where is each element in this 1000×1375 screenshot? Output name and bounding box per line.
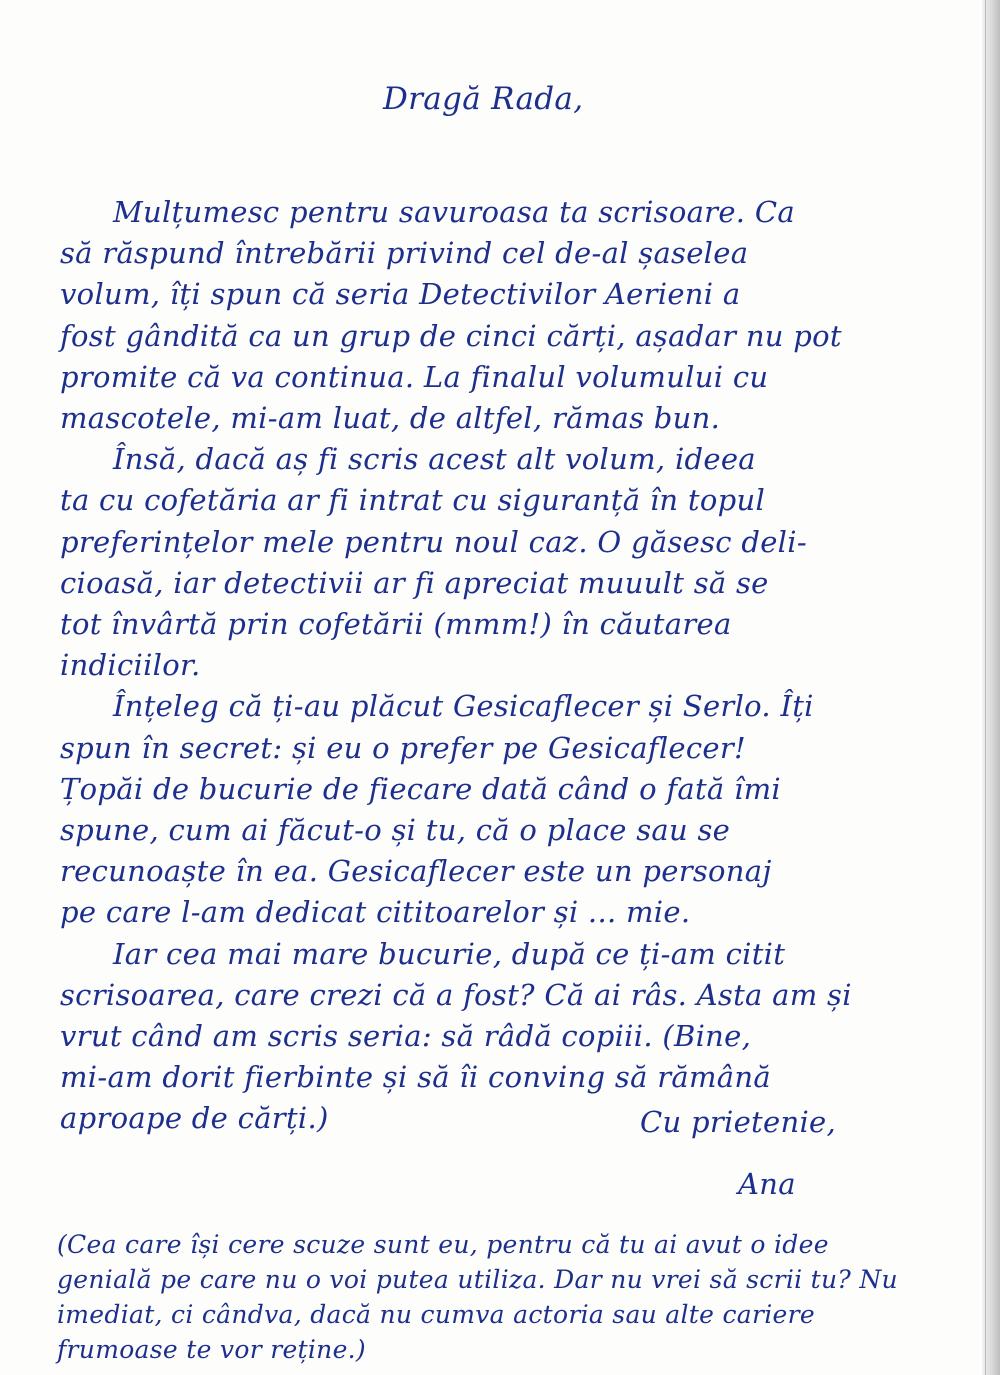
- postscript-line: (Cea care își cere scuze sunt eu, pentru că tu ai avut o idee: [57, 1230, 829, 1259]
- letter-line: recunoaște în ea. Gesicaflecer este un personaj: [60, 854, 772, 888]
- letter-line: vrut când am scris seria: să râdă copiii. (Bine,: [60, 1019, 752, 1053]
- page-edge-line: [985, 0, 986, 1375]
- letter-line: spune, cum ai făcut-o și tu, că o place sau se: [60, 813, 731, 847]
- letter-line: mascotele, mi-am luat, de altfel, rămas bun.: [60, 401, 721, 435]
- letter-signature: Ana: [738, 1167, 796, 1201]
- letter-line: spun în secret: și eu o prefer pe Gesicaflecer!: [60, 731, 746, 765]
- letter-line: Iar cea mai mare bucurie, după ce ți-am citit: [113, 937, 786, 971]
- letter-line: scrisoarea, care crezi că a fost? Că ai râs. Asta am și: [60, 978, 852, 1012]
- letter-line: indiciilor.: [60, 648, 201, 682]
- letter-line: Țopăi de bucurie de fiecare dată când o fată îmi: [60, 772, 781, 806]
- letter-line: pe care l-am dedicat cititoarelor și ... mie.: [60, 895, 691, 929]
- letter-line: Înțeleg că ți-au plăcut Gesicaflecer și Serlo. Îți: [113, 689, 814, 723]
- letter-line: promite că va continua. La finalul volumului cu: [60, 360, 769, 394]
- letter-line: tot învârtă prin cofetării (mmm!) în căutarea: [60, 607, 732, 641]
- letter-line: mi-am dorit fierbinte și să îi conving să rămână: [60, 1060, 771, 1094]
- letter-line: aproape de cărți.): [60, 1101, 329, 1135]
- letter-line: preferințelor mele pentru noul caz. O găsesc deli-: [60, 525, 807, 559]
- postscript-line: genială pe care nu o voi putea utiliza. Dar nu vrei să scrii tu? Nu: [57, 1265, 898, 1294]
- postscript-line: imediat, ci cândva, dacă nu cumva actoria sau alte cariere: [57, 1300, 815, 1329]
- letter-closing: Cu prietenie,: [640, 1105, 836, 1139]
- letter-greeting: Dragă Rada,: [383, 81, 584, 117]
- letter-line: Însă, dacă aș fi scris acest alt volum, ideea: [113, 442, 756, 476]
- letter-line: cioasă, iar detectivii ar fi apreciat muuult să se: [60, 566, 769, 600]
- letter-line: Mulțumesc pentru savuroasa ta scrisoare. Ca: [113, 195, 795, 229]
- letter-line: volum, îți spun că seria Detectivilor Aerieni a: [60, 277, 741, 311]
- postscript-line: frumoase te vor reține.): [57, 1335, 366, 1364]
- letter-line: să răspund întrebării privind cel de-al șaselea: [60, 236, 749, 270]
- letter-line: ta cu cofetăria ar fi intrat cu siguranță în topul: [60, 483, 766, 517]
- letter-line: fost gândită ca un grup de cinci cărți, așadar nu pot: [60, 319, 842, 353]
